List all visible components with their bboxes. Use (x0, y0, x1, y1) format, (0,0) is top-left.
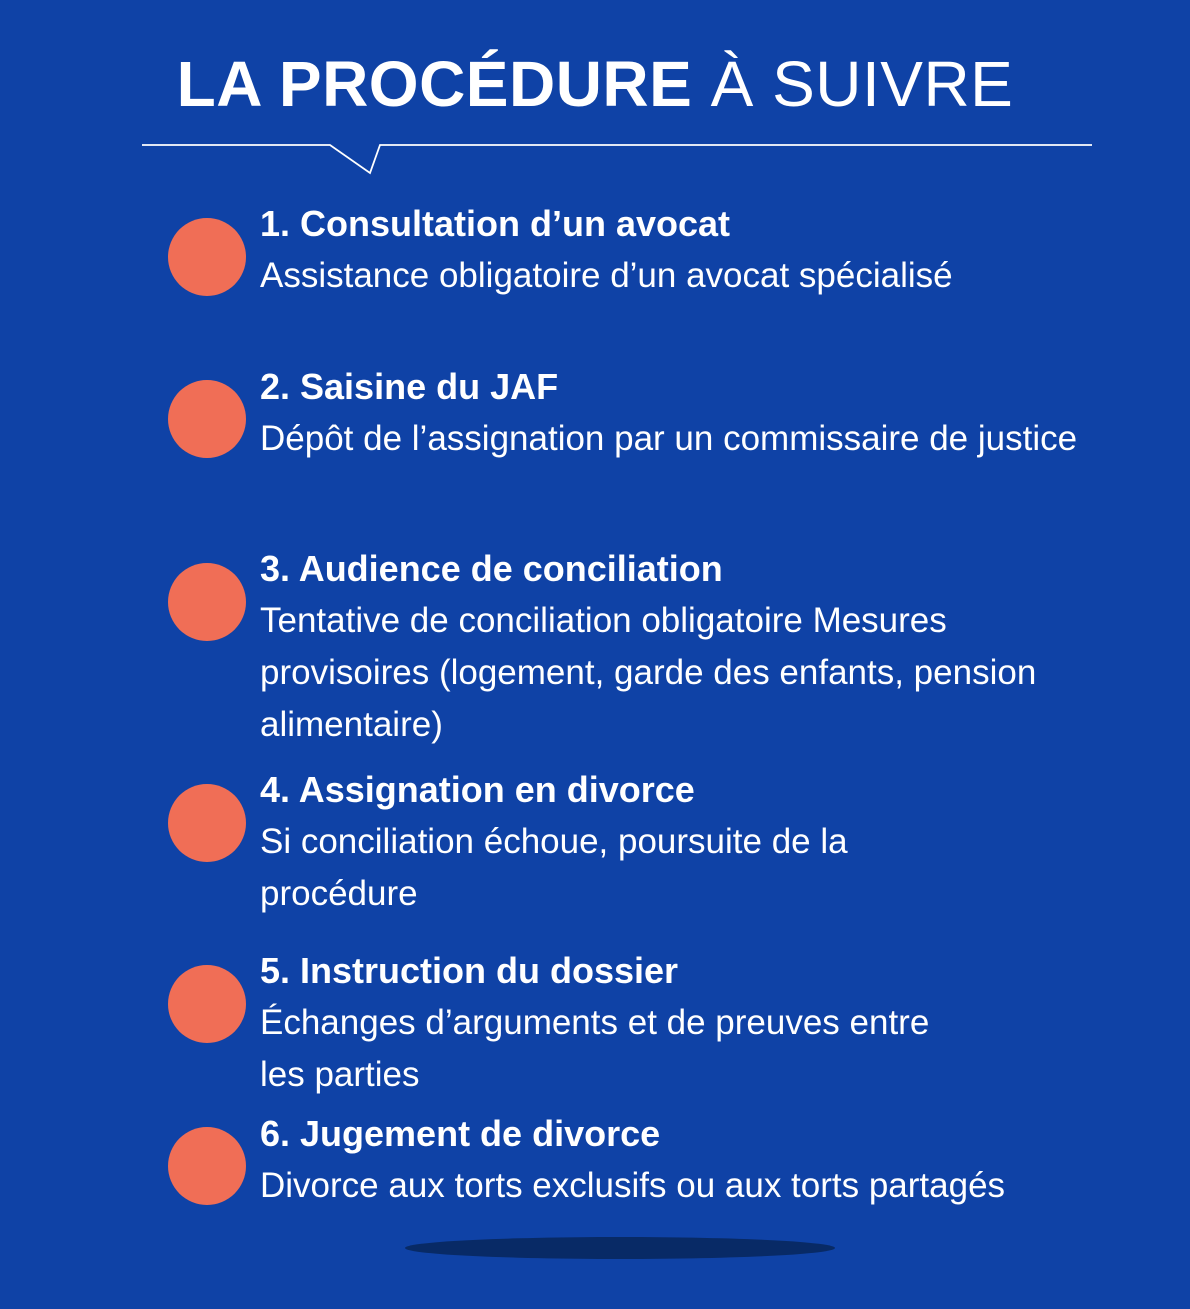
step-bullet (168, 218, 246, 296)
step-description: Assistance obligatoire d’un avocat spécialisé (260, 256, 953, 295)
page-title-bold: LA PROCÉDURE (176, 48, 693, 120)
step-description: Dépôt de l’assignation par un commissaire de justice (260, 419, 1078, 458)
step-description: Tentative de conciliation obligatoire Mesures provisoires (logement, garde des enfants, pension alimentaire) (260, 601, 1037, 744)
page-title-light: À SUIVRE (710, 48, 1014, 120)
step-title: 3. Audience de conciliation (260, 548, 723, 589)
step-description: Échanges d’arguments et de preuves entre les parties (260, 1003, 930, 1094)
step-title: 6. Jugement de divorce (260, 1113, 661, 1154)
step-bullet (168, 1127, 246, 1205)
step-bullet (168, 965, 246, 1043)
step-description: Si conciliation échoue, poursuite de la procédure (260, 822, 848, 913)
decorative-shadow (405, 1237, 835, 1259)
step-title: 5. Instruction du dossier (260, 950, 679, 991)
step-title: 4. Assignation en divorce (260, 769, 695, 810)
step-title: 1. Consultation d’un avocat (260, 203, 731, 244)
step-bullet (168, 563, 246, 641)
step-title: 2. Saisine du JAF (260, 366, 559, 407)
step-bullet (168, 784, 246, 862)
step-description: Divorce aux torts exclusifs ou aux torts partagés (260, 1166, 1006, 1205)
step-bullet (168, 380, 246, 458)
title-divider (0, 0, 1190, 190)
